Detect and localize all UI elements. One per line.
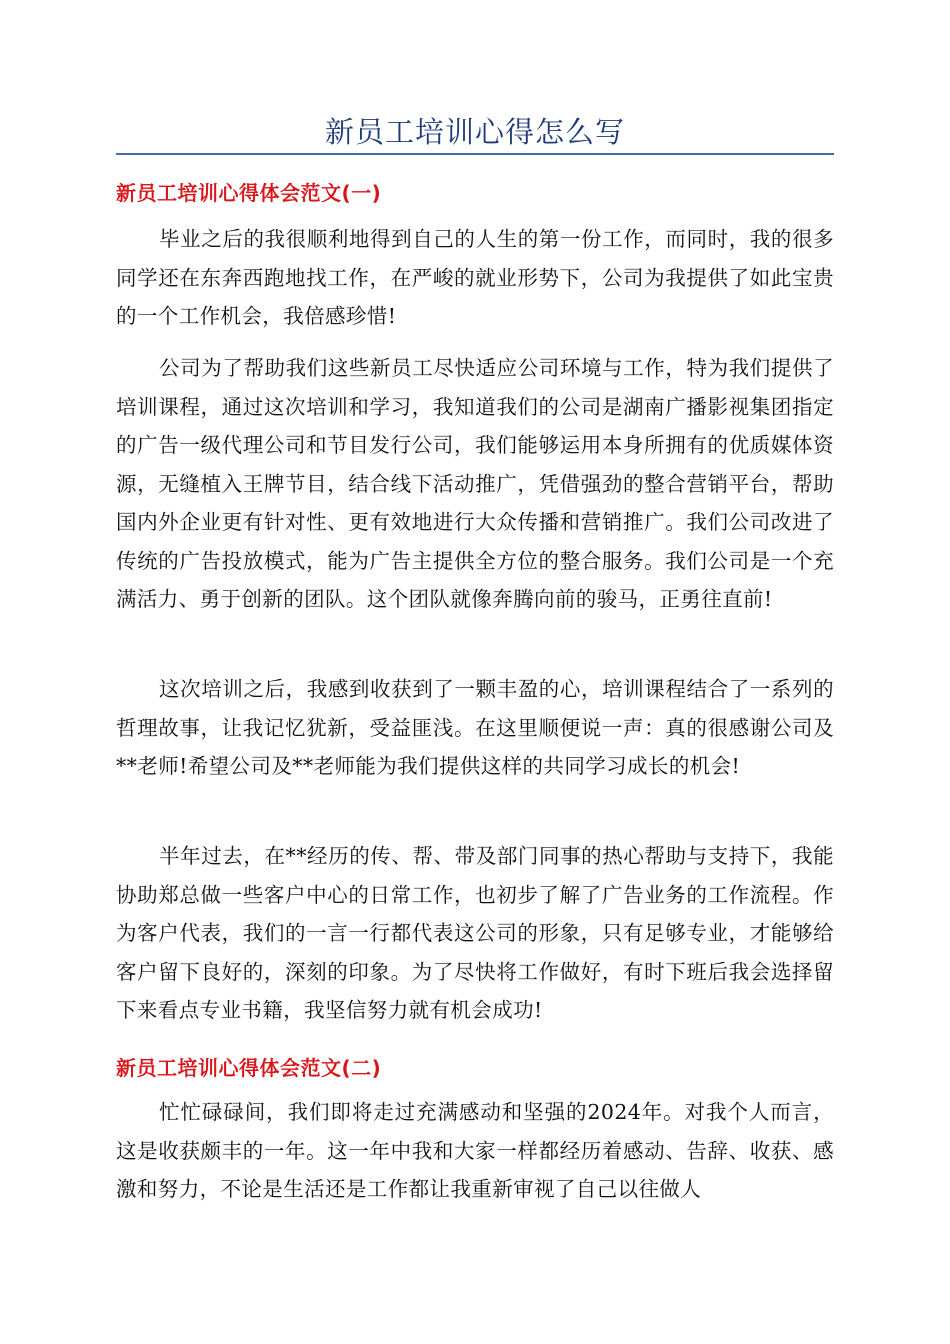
paragraph: 这次培训之后，我感到收获到了一颗丰盈的心，培训课程结合了一系列的哲理故事，让我记忆犹新，受益匪浅。在这里顺便说一声：真的很感谢公司及**老师!希望公司及**老师能为我们提供这样的共同学习成长的机会! — [116, 677, 834, 778]
section-heading-2: 新员工培训心得体会范文(二) — [116, 1056, 382, 1080]
paragraph: 忙忙碌碌间，我们即将走过充满感动和坚强的2024年。对我个人而言，这是收获颇丰的一年。这一年中我和大家一样都经历着感动、告辞、收获、感激和努力，不论是生活还是工作都让我重新审视了自己以往做人 — [116, 1100, 834, 1201]
paragraph: 公司为了帮助我们这些新员工尽快适应公司环境与工作，特为我们提供了培训课程，通过这次培训和学习，我知道我们的公司是湖南广播影视集团指定的广告一级代理公司和节目发行公司，我们能够运用本身所拥有的优质媒体资源，无缝植入王牌节目，结合线下活动推广，凭借强劲的整合营销平台，帮助国内外企业更有针对性、更有效地进行大众传播和营销推广。我们公司改进了传统的广告投放模式，能为广告主提供全方位的整合服务。我们公司是一个充满活力、勇于创新的团队。这个团队就像奔腾向前的骏马，正勇往直前! — [116, 356, 834, 611]
title-divider — [116, 153, 834, 155]
paragraph: 半年过去，在**经历的传、帮、带及部门同事的热心帮助与支持下，我能协助郑总做一些客户中心的日常工作，也初步了解了广告业务的工作流程。作为客户代表，我们的一言一行都代表这公司的形象，只有足够专业，才能够给客户留下良好的，深刻的印象。为了尽快将工作做好，有时下班后我会选择留下来看点专业书籍，我坚信努力就有机会成功! — [116, 844, 834, 1022]
page-title: 新员工培训心得怎么写 — [324, 115, 625, 149]
paragraph: 毕业之后的我很顺利地得到自己的人生的第一份工作，而同时，我的很多同学还在东奔西跑地找工作，在严峻的就业形势下，公司为我提供了如此宝贵的一个工作机会，我倍感珍惜! — [116, 227, 834, 328]
section-heading-1: 新员工培训心得体会范文(一) — [116, 181, 382, 205]
